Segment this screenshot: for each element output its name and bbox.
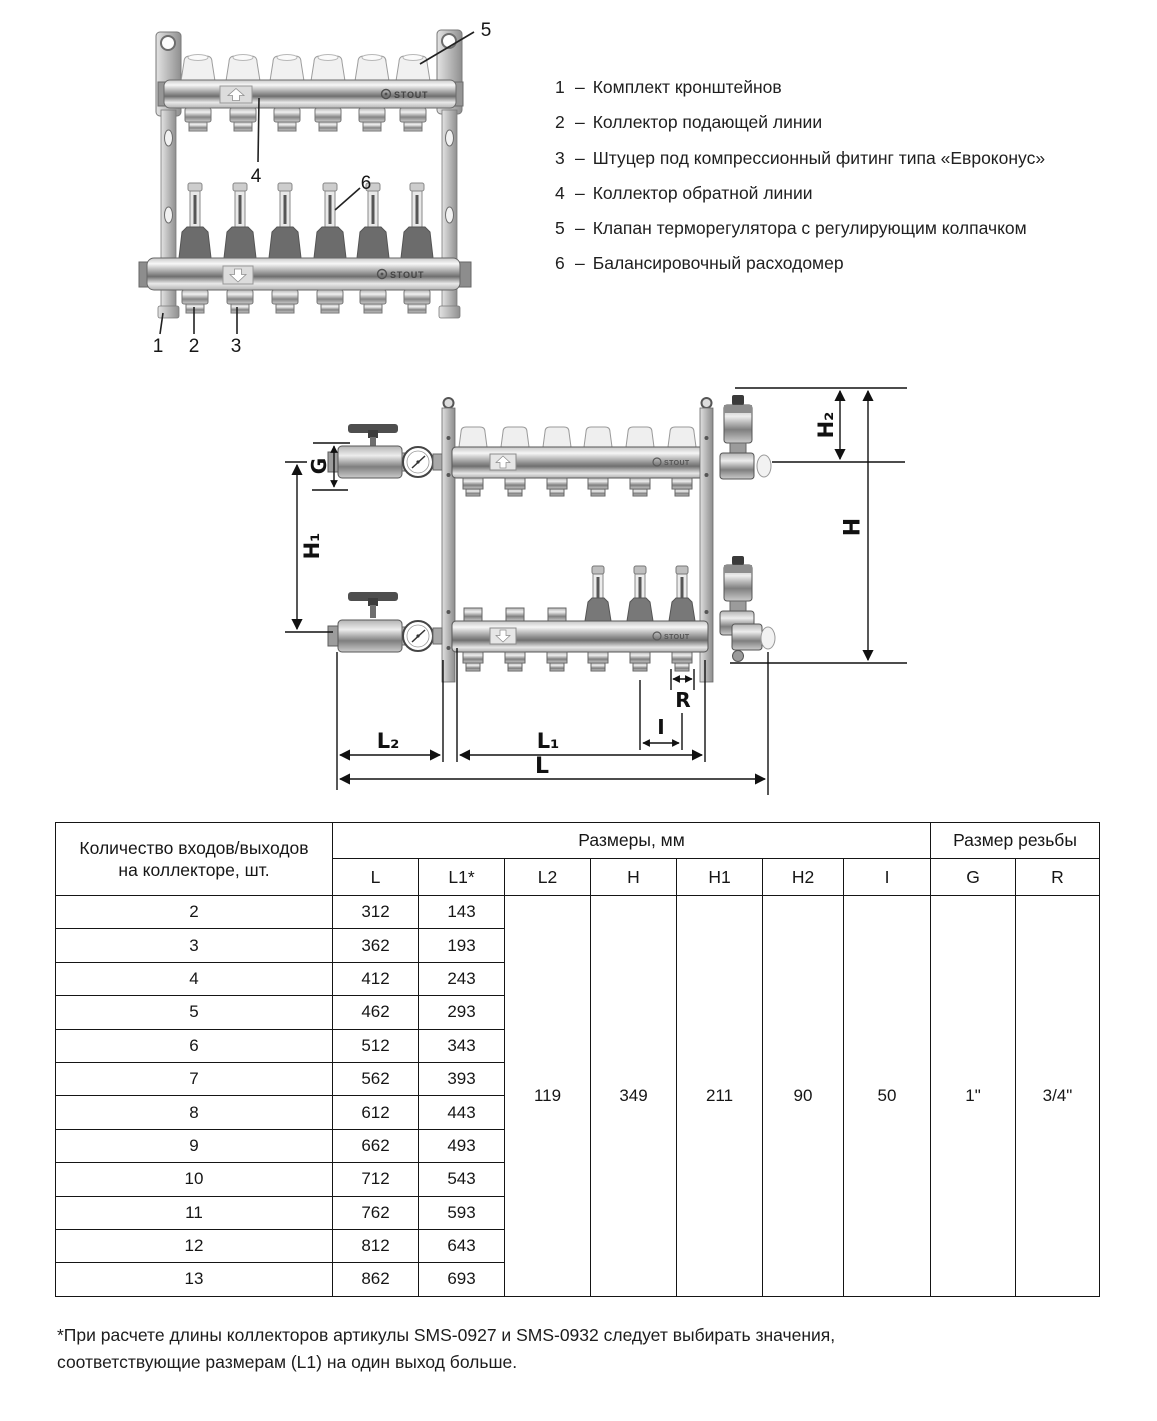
dim-label-i: I bbox=[657, 715, 665, 739]
flow-meters bbox=[179, 183, 433, 258]
legend-dash: – bbox=[575, 77, 585, 97]
footnote-line1: *При расчете длины коллекторов артикулы SMS-0927 и SMS-0932 следует выбирать значения, bbox=[57, 1325, 836, 1345]
cell-L: 412 bbox=[333, 962, 419, 995]
dim-label-l2: L₂ bbox=[376, 729, 400, 753]
dim-label-h: H bbox=[840, 517, 866, 537]
cell-L: 662 bbox=[333, 1129, 419, 1162]
cell-L: 512 bbox=[333, 1029, 419, 1062]
cell-L: 362 bbox=[333, 929, 419, 962]
callout-5: 5 bbox=[480, 20, 492, 41]
manifold-top-bar bbox=[158, 55, 463, 132]
group-header-thread: Размер резьбы bbox=[931, 823, 1100, 859]
brand-text-bottom: STOUT bbox=[390, 270, 425, 280]
cell-outputs: 11 bbox=[56, 1196, 333, 1229]
col-header-outputs-line2: на коллекторе, шт. bbox=[118, 860, 270, 880]
footnote bbox=[57, 1322, 835, 1376]
legend-num: 2 bbox=[555, 112, 565, 133]
air-vent-bottom bbox=[720, 556, 775, 662]
col-header-H2: H2 bbox=[763, 859, 844, 896]
legend-num: 6 bbox=[555, 253, 565, 274]
callout-2: 2 bbox=[188, 336, 200, 357]
cell-outputs: 6 bbox=[56, 1029, 333, 1062]
manifold-bottom-bar bbox=[139, 183, 471, 313]
cell-outputs: 3 bbox=[56, 929, 333, 962]
cell-L: 762 bbox=[333, 1196, 419, 1229]
cell-L: 462 bbox=[333, 996, 419, 1029]
cell-L1: 643 bbox=[419, 1229, 505, 1262]
cell-L1: 343 bbox=[419, 1029, 505, 1062]
legend-item-4 bbox=[555, 182, 1115, 204]
col-header-H1: H1 bbox=[677, 859, 763, 896]
diagram-brand-top: STOUT bbox=[664, 460, 690, 467]
cell-L: 812 bbox=[333, 1229, 419, 1262]
cell-L: 712 bbox=[333, 1163, 419, 1196]
cell-L: 862 bbox=[333, 1263, 419, 1296]
col-header-outputs bbox=[56, 823, 333, 896]
diagram-flow-meters bbox=[585, 566, 695, 621]
bottom-outlets bbox=[182, 290, 430, 313]
cell-L1: 693 bbox=[419, 1263, 505, 1296]
dimension-diagram bbox=[280, 380, 910, 800]
cell-L1: 293 bbox=[419, 996, 505, 1029]
legend-item-2 bbox=[555, 111, 1115, 133]
flow-down-arrow-icon bbox=[223, 266, 253, 284]
col-header-H: H bbox=[591, 859, 677, 896]
cell-outputs: 13 bbox=[56, 1263, 333, 1296]
dim-label-g: G bbox=[307, 457, 331, 475]
top-outlets bbox=[185, 108, 426, 131]
cell-L1: 593 bbox=[419, 1196, 505, 1229]
col-header-L1: L1* bbox=[419, 859, 505, 896]
group-header-sizes: Размеры, мм bbox=[333, 823, 931, 859]
dim-label-h1: H₁ bbox=[300, 532, 324, 560]
callout-6: 6 bbox=[360, 173, 372, 194]
legend-num: 3 bbox=[555, 147, 565, 168]
legend-dash: – bbox=[575, 218, 585, 239]
cell-outputs: 10 bbox=[56, 1163, 333, 1196]
cell-L1: 243 bbox=[419, 962, 505, 995]
cell-outputs: 5 bbox=[56, 996, 333, 1029]
cell-outputs: 2 bbox=[56, 896, 333, 929]
col-header-I: I bbox=[844, 859, 931, 896]
callout-3: 3 bbox=[230, 336, 242, 357]
legend-dash: – bbox=[575, 182, 585, 203]
cell-shared-I: 50 bbox=[844, 896, 931, 1297]
cell-L: 562 bbox=[333, 1062, 419, 1095]
legend-num: 4 bbox=[555, 182, 565, 203]
legend-item-3 bbox=[555, 147, 1115, 169]
dim-label-l: L bbox=[534, 754, 550, 779]
parts-legend bbox=[555, 76, 1115, 288]
cell-outputs: 4 bbox=[56, 962, 333, 995]
col-header-G: G bbox=[931, 859, 1016, 896]
dim-label-h2: H₂ bbox=[814, 411, 838, 439]
legend-dash: – bbox=[575, 147, 585, 168]
col-header-L: L bbox=[333, 859, 419, 896]
legend-text: Балансировочный расходомер bbox=[592, 253, 844, 274]
cell-outputs: 9 bbox=[56, 1129, 333, 1162]
cell-L1: 493 bbox=[419, 1129, 505, 1162]
legend-dash: – bbox=[575, 253, 585, 274]
cell-shared-R: 3/4" bbox=[1016, 896, 1100, 1297]
legend-item-5 bbox=[555, 217, 1115, 239]
footnote-line2: соответствующие размерам (L1) на один выход больше. bbox=[57, 1352, 518, 1372]
dimensions-table bbox=[55, 822, 1100, 1297]
legend-text: Штуцер под компрессионный фитинг типа «Евроконус» bbox=[592, 147, 1046, 168]
legend-dash: – bbox=[575, 112, 585, 133]
thermostatic-caps bbox=[181, 55, 430, 82]
callout-1: 1 bbox=[152, 336, 164, 357]
flow-up-arrow-icon bbox=[220, 86, 252, 103]
cell-shared-H1: 211 bbox=[677, 896, 763, 1297]
cell-L1: 393 bbox=[419, 1062, 505, 1095]
diagram-brand-bottom: STOUT bbox=[664, 634, 690, 641]
cell-outputs: 8 bbox=[56, 1096, 333, 1129]
cell-L1: 543 bbox=[419, 1163, 505, 1196]
air-vent-top bbox=[720, 395, 771, 479]
product-photo bbox=[120, 10, 520, 360]
col-header-L2: L2 bbox=[505, 859, 591, 896]
cell-L: 612 bbox=[333, 1096, 419, 1129]
callout-4: 4 bbox=[250, 166, 262, 187]
legend-item-1 bbox=[555, 76, 1115, 98]
dim-label-l1: L₁ bbox=[536, 729, 560, 753]
cell-outputs: 12 bbox=[56, 1229, 333, 1262]
legend-text: Клапан терморегулятора с регулирующим колпачком bbox=[592, 218, 1027, 239]
dim-label-r: R bbox=[675, 688, 691, 712]
col-header-outputs-line1: Количество входов/выходов bbox=[79, 838, 309, 858]
brand-text-top: STOUT bbox=[394, 90, 429, 100]
cell-shared-H: 349 bbox=[591, 896, 677, 1297]
legend-num: 5 bbox=[555, 218, 565, 239]
table-row bbox=[56, 896, 1100, 929]
cell-L1: 143 bbox=[419, 896, 505, 929]
legend-text: Коллектор обратной линии bbox=[592, 182, 813, 203]
legend-item-6 bbox=[555, 252, 1115, 274]
legend-num: 1 bbox=[555, 77, 565, 97]
cell-shared-G: 1" bbox=[931, 896, 1016, 1297]
cell-L1: 443 bbox=[419, 1096, 505, 1129]
legend-text: Комплект кронштейнов bbox=[592, 77, 782, 97]
legend-text: Коллектор подающей линии bbox=[592, 112, 823, 133]
cell-outputs: 7 bbox=[56, 1062, 333, 1095]
col-header-R: R bbox=[1016, 859, 1100, 896]
cell-L1: 193 bbox=[419, 929, 505, 962]
cell-L: 312 bbox=[333, 896, 419, 929]
cell-shared-H2: 90 bbox=[763, 896, 844, 1297]
cell-shared-L2: 119 bbox=[505, 896, 591, 1297]
